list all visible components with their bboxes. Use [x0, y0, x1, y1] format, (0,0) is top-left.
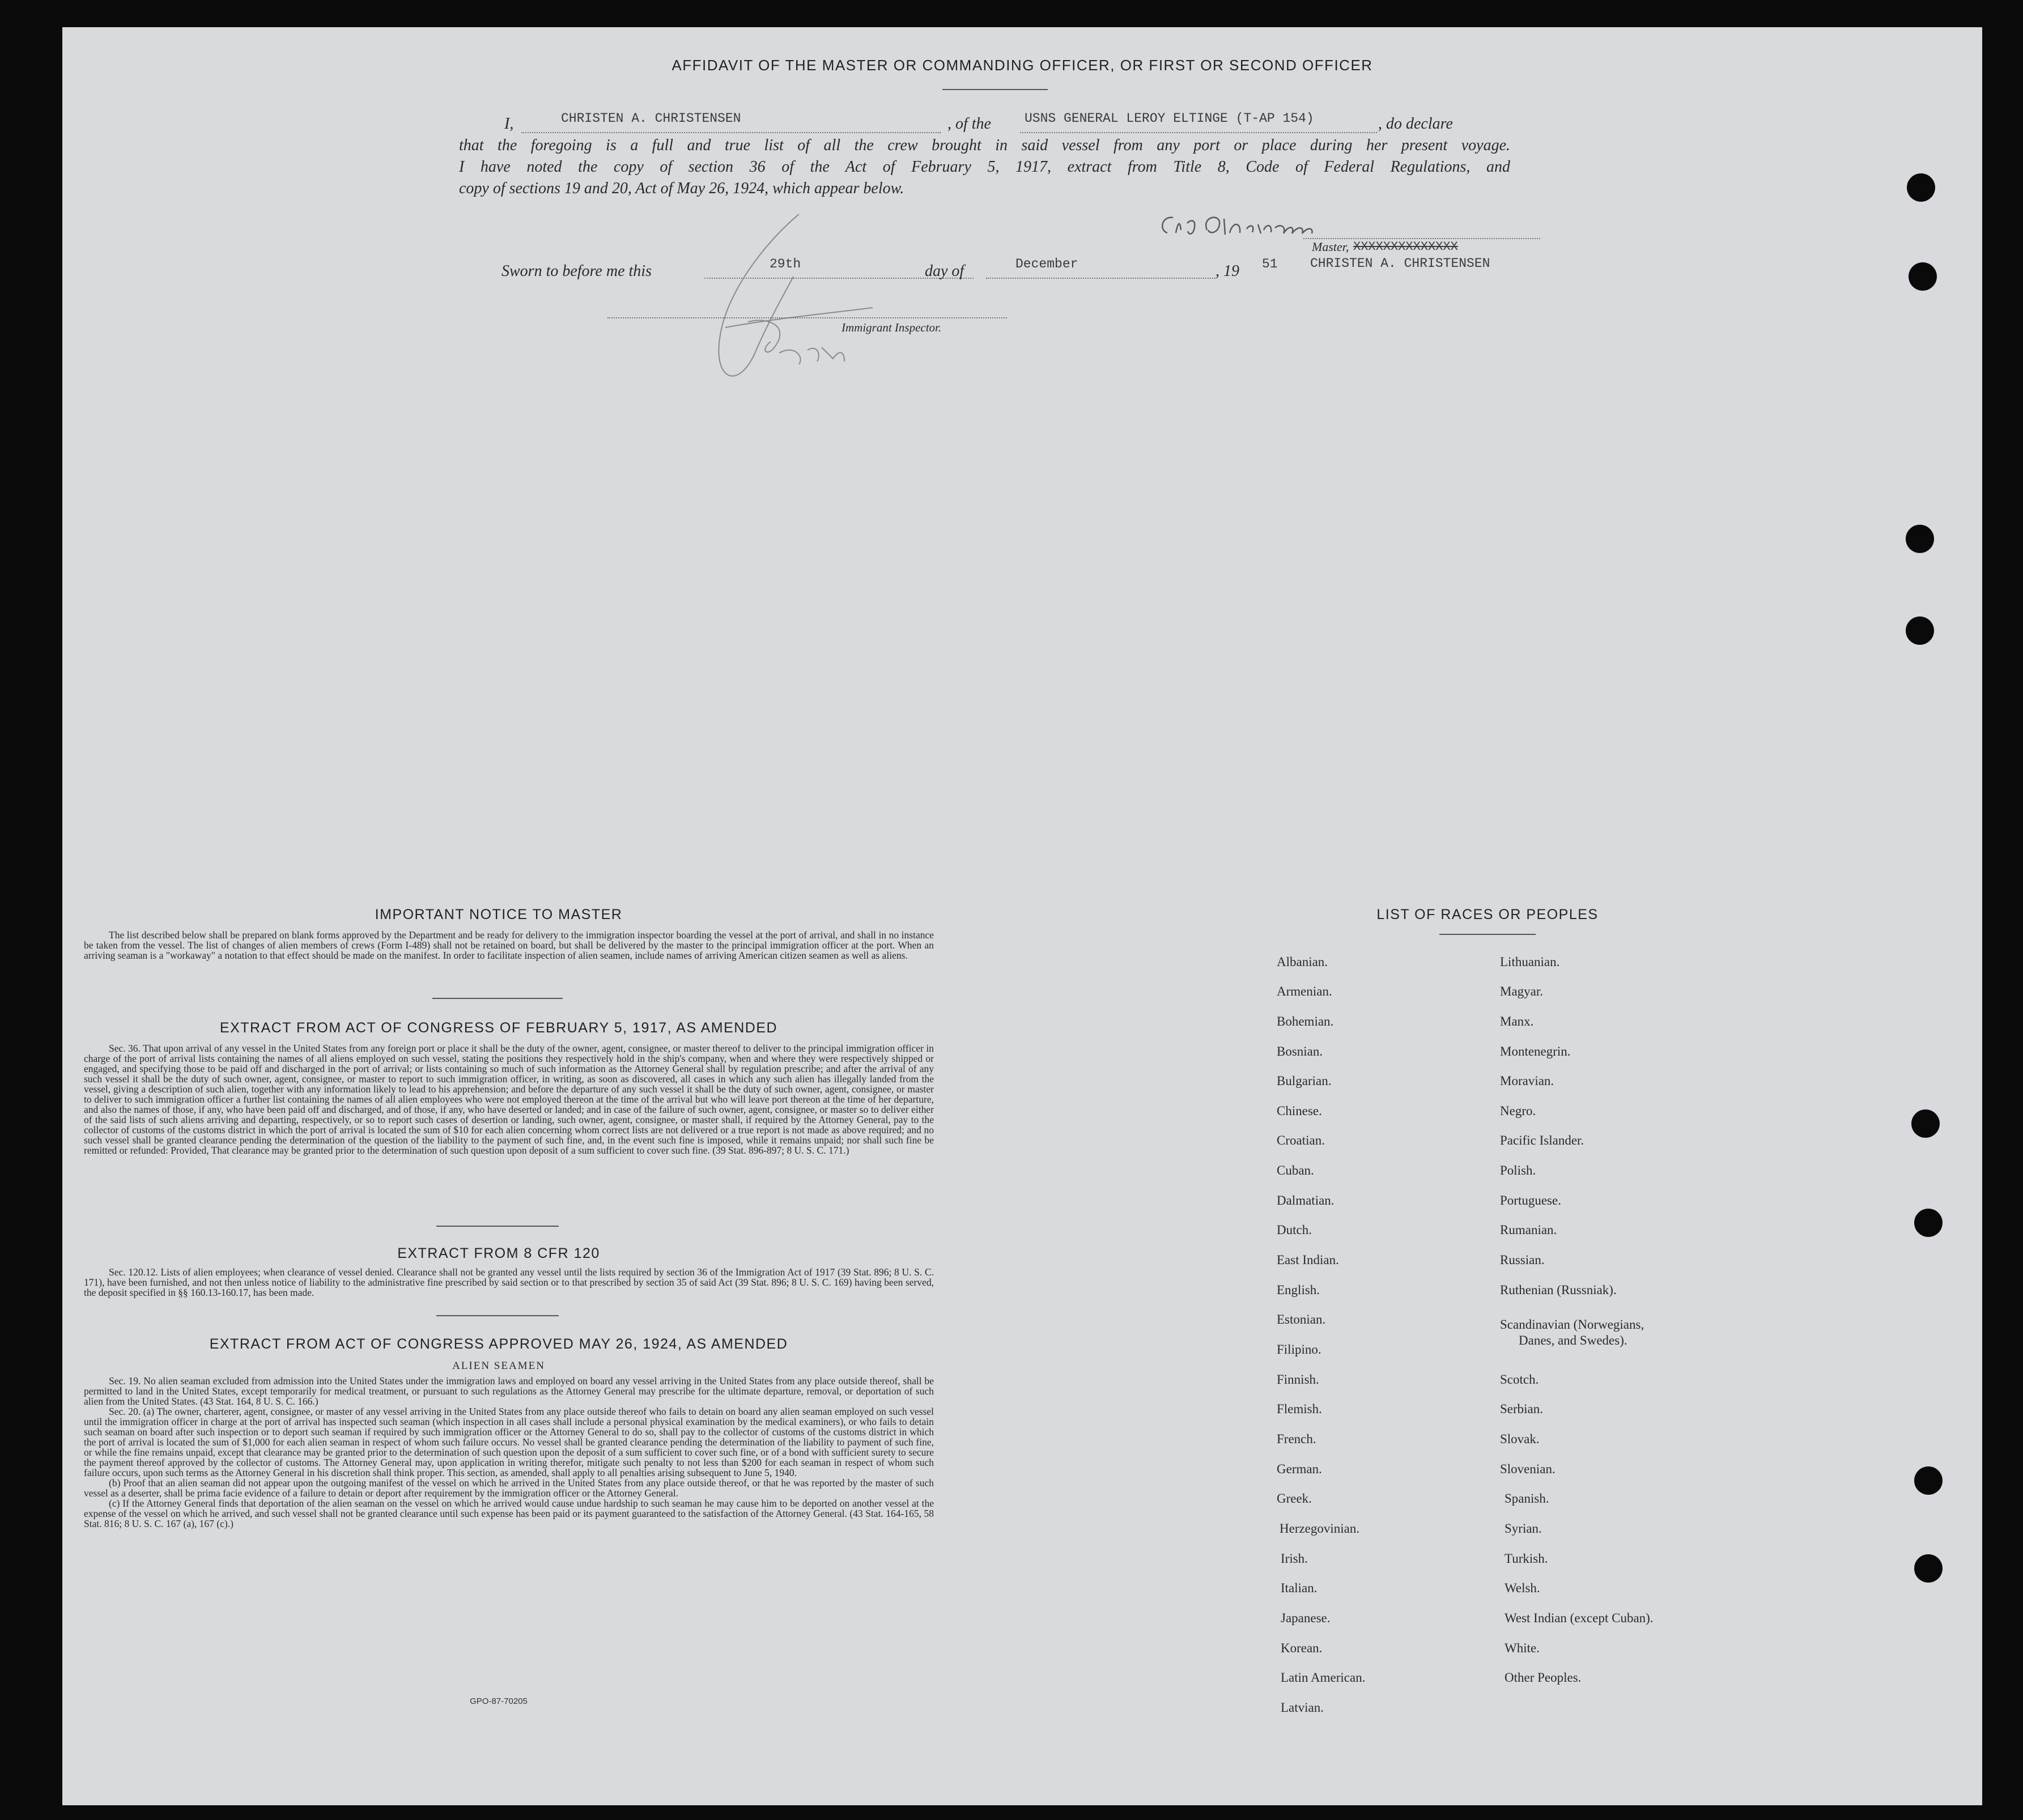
race-item: Irish. — [1281, 1551, 1308, 1566]
race-item: Cuban. — [1277, 1163, 1314, 1177]
race-item: Moravian. — [1500, 1074, 1554, 1088]
master-name-field: CHRISTEN A. CHRISTENSEN — [561, 111, 741, 126]
race-item: Croatian. — [1277, 1133, 1325, 1147]
race-item: Filipino. — [1277, 1342, 1321, 1357]
master-typed-name: CHRISTEN A. CHRISTENSEN — [1310, 256, 1490, 271]
race-item: Greek. — [1277, 1491, 1312, 1506]
race-item: Rumanian. — [1500, 1223, 1557, 1237]
extract-1917-divider — [436, 1226, 559, 1227]
races-title: LIST OF RACES OR PEOPLES — [1376, 907, 1599, 922]
declaration-line-2: that the foregoing is a full and true list of all the crew brought in said vessel from any port or place during her present voyage. — [459, 137, 1510, 154]
affidavit-title: AFFIDAVIT OF THE MASTER OR COMMANDING OFFICER, OR FIRST OR SECOND OFFICER — [672, 57, 1373, 74]
race-item: Japanese. — [1281, 1611, 1331, 1625]
race-item: Russian. — [1500, 1253, 1545, 1267]
form-number: GPO-87-70205 — [470, 1696, 528, 1706]
extract-1924-title: EXTRACT FROM ACT OF CONGRESS APPROVED MAY 26, 1924, AS AMENDED — [209, 1336, 788, 1352]
race-item: Italian. — [1281, 1581, 1318, 1595]
binder-hole — [1911, 1109, 1940, 1138]
race-item: Magyar. — [1500, 984, 1544, 998]
race-item: Manx. — [1500, 1014, 1534, 1028]
race-item: Montenegrin. — [1500, 1044, 1571, 1058]
race-item: White. — [1504, 1641, 1540, 1655]
sworn-label: Sworn to before me this — [502, 262, 652, 280]
race-item: Scotch. — [1500, 1372, 1539, 1387]
race-item: Slovak. — [1500, 1432, 1540, 1446]
race-item: German. — [1277, 1462, 1322, 1476]
race-item: Albanian. — [1277, 955, 1328, 969]
notice-title: IMPORTANT NOTICE TO MASTER — [375, 907, 623, 922]
extract-cfr-divider — [436, 1315, 559, 1316]
race-item: Spanish. — [1504, 1491, 1549, 1506]
race-item: East Indian. — [1277, 1253, 1339, 1267]
master-label: Master, — [1312, 240, 1349, 254]
affidavit-i-label: I, — [504, 115, 514, 133]
race-item: Slovenian. — [1500, 1462, 1556, 1476]
title-divider — [942, 89, 1048, 90]
section-20a-paragraph: Sec. 20. (a) The owner, charterer, agent, consignee, or master of any vessel arriving in the United States from any place outside thereof who fails to detain on board any alien seaman employed on such vessel until the immigration officer in charge at the port of arrival has inspected such seaman (which inspection in all cases shall include a personal physical examination by the medical examiners), or who fails to detain such seaman on board after such inspection or to deport such seaman if required by such immigration officer or the Attorney General to do so, shall pay to the collector of customs of the customs district in which the port of arrival is located the sum of $1,000 for each alien seaman in respect of whom such failure occurs. No vessel shall be granted clearance pending the determination of the liability to payment of such fine, or while the fine remains unpaid, except that clearance may be granted prior to the determination of such question upon the deposit of a sum sufficient to cover such fine, or of a bond with sufficient surety to secure the payment thereof approved by the collector of customs. The Attorney General may, upon application in writing therefor, mitigate such penalty to not less than $200 for each seaman in respect of whom such failure occurs, upon such terms as the Attorney General in his discretion shall think proper. This section, as amended, shall apply to all penalties arising subsequent to June 5, 1940. — [84, 1406, 934, 1478]
binder-hole — [1906, 616, 1934, 645]
day-of-label: day of — [925, 262, 964, 280]
race-item: Other Peoples. — [1504, 1670, 1582, 1685]
race-item: Korean. — [1281, 1641, 1323, 1655]
race-item: Flemish. — [1277, 1402, 1322, 1416]
race-item: Danes, and Swedes). — [1519, 1333, 1627, 1347]
section-20c-paragraph: (c) If the Attorney General finds that deportation of the alien seaman on the vessel on which he arrived would cause undue hardship to such seaman he may cause him to be deported on another vessel at the expense of the vessel on which he arrived, and such vessel shall not be granted clearance until such expense has been paid or its payment guaranteed to the satisfaction of the Attorney General. (43 Stat. 164-165, 58 Stat. 816; 8 U. S. C. 167 (a), 167 (c).) — [84, 1498, 934, 1529]
race-item: Dalmatian. — [1277, 1193, 1334, 1207]
alien-seamen-subtitle: ALIEN SEAMEN — [452, 1360, 545, 1372]
race-item: Polish. — [1500, 1163, 1536, 1177]
binder-hole — [1906, 525, 1934, 553]
extract-1917-title: EXTRACT FROM ACT OF CONGRESS OF FEBRUARY 5, 1917, AS AMENDED — [219, 1020, 778, 1036]
binder-hole — [1909, 262, 1937, 291]
inspector-sign-line — [607, 317, 1007, 318]
year-field: 51 — [1262, 257, 1278, 271]
day-field: 29th — [770, 257, 801, 271]
binder-hole — [1914, 1466, 1943, 1495]
race-item: Pacific Islander. — [1500, 1133, 1584, 1147]
section-19-paragraph: Sec. 19. No alien seaman excluded from admission into the United States under the immigration laws and employed on board any vessel arriving in the United States from any place outside thereof, shall be permitted to land in the United States, except temporarily for medical treatment, or pursuant to such regulations as the Attorney General may prescribe for the ultimate departure, removal, or deportation of such alien from the United States. (43 Stat. 164, 8 U. S. C. 166.) — [84, 1375, 934, 1407]
binder-hole — [1907, 173, 1935, 202]
race-item: Portuguese. — [1500, 1193, 1561, 1207]
race-item: Negro. — [1500, 1104, 1536, 1118]
race-item: Welsh. — [1504, 1581, 1540, 1595]
race-item: Serbian. — [1500, 1402, 1544, 1416]
year-prefix: , 19 — [1216, 262, 1239, 280]
declaration-line-3: I have noted the copy of section 36 of the Act of February 5, 1917, extract from Title 8, Code of Federal Regulations, and — [459, 158, 1510, 176]
race-item: Latvian. — [1281, 1700, 1324, 1715]
vessel-line — [1020, 132, 1377, 133]
race-item: Lithuanian. — [1500, 955, 1560, 969]
race-item: French. — [1277, 1432, 1316, 1446]
month-line — [986, 278, 1216, 279]
section-120-12-paragraph: Sec. 120.12. Lists of alien employees; when clearance of vessel denied. Clearance shall not be granted any vessel until the lists required by section 36 of the Immigration Act of 1917 (39 Stat. 896; 8 U. S. C. 171), have been furnished, and not then unless notice of liability to the administrative fine prescribed by said section or to that prescribed by section 35 of said Act (39 Stat. 896; 8 U. S. C. 169) having been served, the deposit specified in §§ 160.13-160.17, has been made. — [84, 1266, 934, 1298]
race-item: Estonian. — [1277, 1312, 1326, 1326]
binder-hole — [1914, 1209, 1943, 1237]
section-20b-paragraph: (b) Proof that an alien seaman did not appear upon the outgoing manifest of the vessel on which he arrived in the United States from any place outside thereof, or that he was reported by the master of such vessel as a deserter, shall be prima facie evidence of a failure to detain or deport after requirement by the immigration officer or the Attorney General. — [84, 1477, 934, 1499]
struck-officer-title: XXXXXXXXXXXXXX — [1353, 240, 1458, 254]
notice-text — [84, 930, 934, 960]
master-sign-line — [1303, 238, 1540, 239]
race-item: Bohemian. — [1277, 1014, 1334, 1028]
race-item: Chinese. — [1277, 1104, 1322, 1118]
binder-hole — [1914, 1554, 1943, 1583]
race-item: Dutch. — [1277, 1223, 1312, 1237]
race-item: Scandinavian (Norwegians, — [1500, 1317, 1644, 1332]
race-item: Finnish. — [1277, 1372, 1319, 1387]
inspector-signature — [657, 209, 975, 401]
race-item: Bulgarian. — [1277, 1074, 1332, 1088]
notice-paragraph: The list described below shall be prepared on blank forms approved by the Department and be ready for delivery to the immigration inspector boarding the vessel at the port of arrival, and shall in no instance be taken from the vessel. The list of changes of alien members of crews (Form I-489) shall not be retained on board, but shall be delivered by the master to the principal immigration officer at the port. When an arriving seaman is a "workaway" a notation to that effect should be made on the manifest. In order to facilitate inspection of alien seamen, include names of arriving American citizen seamen as well as aliens. — [84, 929, 934, 961]
race-item: Latin American. — [1281, 1670, 1366, 1685]
race-item: Turkish. — [1504, 1551, 1548, 1566]
document-page — [62, 27, 1982, 1805]
races-divider — [1439, 934, 1536, 935]
race-item: English. — [1277, 1283, 1320, 1297]
race-item: Syrian. — [1504, 1521, 1542, 1536]
extract-cfr-text — [84, 1267, 934, 1298]
race-item: West Indian (except Cuban). — [1504, 1611, 1654, 1625]
do-declare-label: , do declare — [1378, 115, 1453, 133]
race-item: Bosnian. — [1277, 1044, 1323, 1058]
month-field: December — [1015, 257, 1078, 271]
race-item: Armenian. — [1277, 984, 1332, 998]
extract-cfr-title: EXTRACT FROM 8 CFR 120 — [397, 1245, 600, 1261]
race-item: Herzegovinian. — [1280, 1521, 1360, 1536]
race-item: Ruthenian (Russniak). — [1500, 1283, 1617, 1297]
name-line — [521, 132, 941, 133]
extract-1924-text — [84, 1376, 934, 1529]
declaration-line-4: copy of sections 19 and 20, Act of May 26, 1924, which appear below. — [459, 180, 904, 197]
extract-1917-text — [84, 1043, 934, 1155]
inspector-label: Immigrant Inspector. — [842, 321, 942, 334]
vessel-name-field: USNS GENERAL LEROY ELTINGE (T-AP 154) — [1025, 111, 1314, 126]
of-the-label: , of the — [947, 115, 991, 133]
section-36-paragraph: Sec. 36. That upon arrival of any vessel in the United States from any foreign port or place it shall be the duty of the owner, agent, consignee, or master thereof to deliver to the principal immigration officer in charge of the port of arrival lists containing the names of all aliens employed on such vessel, stating the positions they respectively hold in the ship's company, when and where they were respectively shipped or engaged, and specifying those to be paid off and discharged in the port of arrival; or lists containing so much of such information as the Attorney General shall by regulation prescribe; and after the arrival of any such vessel it shall be the duty of such owner, agent, consignee, or master to report to such immigration officer, in writing, as soon as discovered, all cases in which any such alien has illegally landed from the vessel, giving a description of such alien, together with any information likely to lead to his apprehension; and before the departure of any such vessel it shall be the duty of such owner, agent, consignee, or master to deliver to such immigration officer a further list containing the names of all alien employees who were not employed thereon at the time of the arrival but who will leave port thereon at the time of her departure, and also the names of those, if any, who have been paid off and discharged, and of those, if any, who have deserted or landed; and in case of the failure of such owner, agent, consignee, or master so to deliver either of the said lists of such aliens arriving and departing, respectively, or so to report such cases of desertion or landing, such owner, agent, consignee, or master shall, if required by the Attorney General, pay to the collector of customs of the customs district in which the port of arrival is located the sum of $10 for each alien concerning whom correct lists are not delivered or a true report is not made as above required; and no such vessel shall be granted clearance pending the determination of the question of the liability to the payment of such fine, and, in the event such fine is imposed, while it remains unpaid; nor shall such fine be remitted or refunded: Provided, That clearance may be granted prior to the determination of such question upon deposit of a sum sufficient to cover such fine. (39 Stat. 896-897; 8 U. S. C. 171.) — [84, 1043, 934, 1156]
notice-divider — [432, 998, 563, 999]
